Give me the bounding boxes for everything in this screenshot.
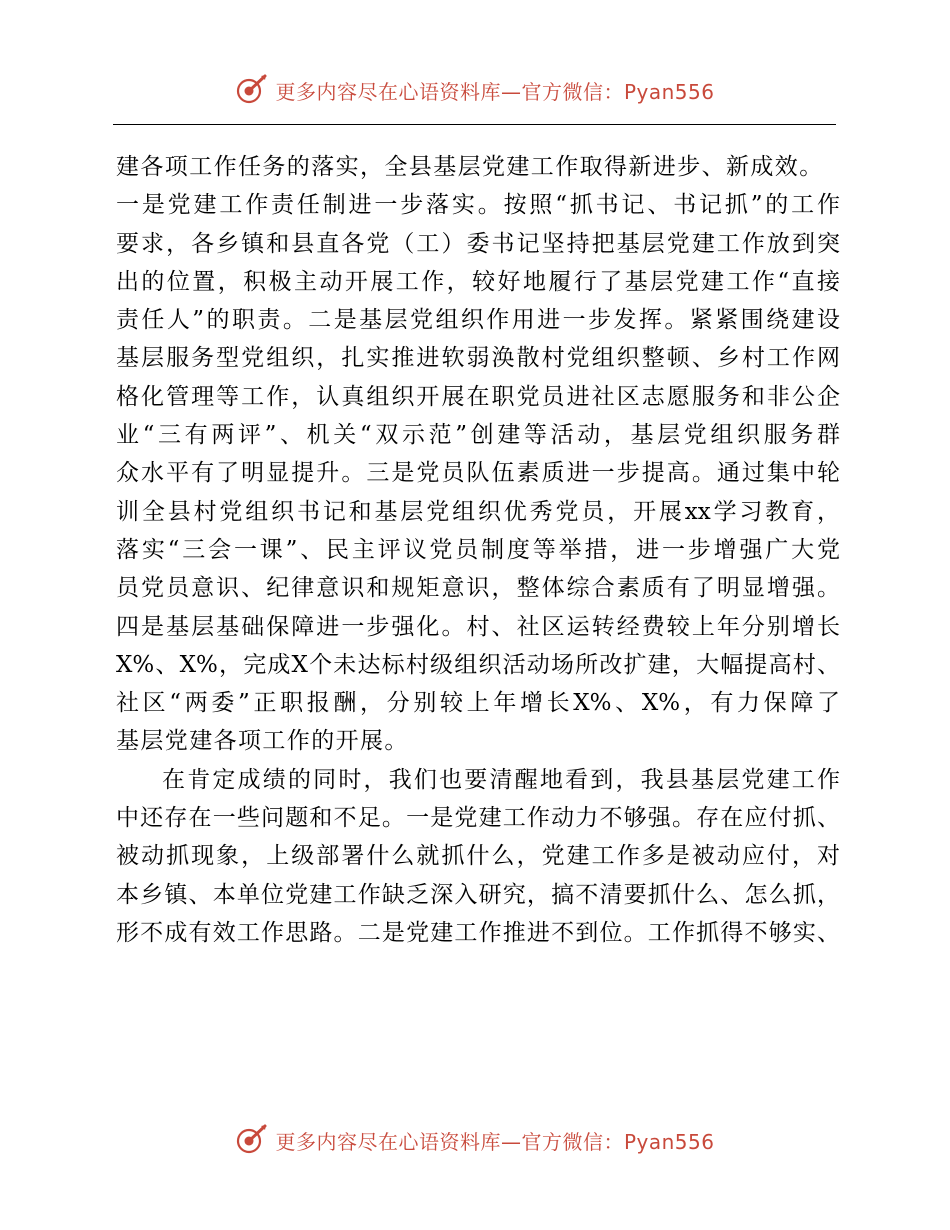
text-line: 员党员意识、纪律意识和规矩意识，整体综合素质有了明显增强。 — [116, 575, 840, 602]
footer-watermark — [0, 1120, 950, 1160]
text-line: 基层党建各项工作的开展。 — [116, 728, 409, 755]
text-line: 一是党建工作责任制进一步落实。按照“抓书记、书记抓”的工作 — [116, 192, 840, 219]
header-watermark — [0, 70, 950, 110]
header-divider — [113, 124, 836, 125]
watermark-text: 更多内容尽在心语资料库—官方微信：Pyan556 — [275, 79, 715, 104]
text-line: 四是基层基础保障进一步强化。村、社区运转经费较上年分别增长 — [116, 613, 840, 640]
text-line: 出的位置，积极主动开展工作，较好地履行了基层党建工作“直接 — [116, 268, 840, 295]
text-line: 中还存在一些问题和不足。一是党建工作动力不够强。存在应付抓、 — [116, 805, 840, 832]
text-line: 形不成有效工作思路。二是党建工作推进不到位。工作抓得不够实、 — [116, 919, 840, 946]
text-line: 本乡镇、本单位党建工作缺乏深入研究，搞不清要抓什么、怎么抓， — [116, 881, 840, 908]
text-line: 落实“三会一课”、民主评议党员制度等举措，进一步增强广大党 — [116, 536, 840, 563]
pen-logo-icon — [235, 1123, 269, 1157]
text-line: 基层服务型党组织，扎实推进软弱涣散村党组织整顿、乡村工作网 — [116, 345, 840, 372]
pen-logo-icon — [235, 73, 269, 107]
text-line: 格化管理等工作，认真组织开展在职党员进社区志愿服务和非公企 — [116, 383, 840, 410]
text-line: 要求，各乡镇和县直各党（工）委书记坚持把基层党建工作放到突 — [116, 230, 840, 257]
text-line: 众水平有了明显提升。三是党员队伍素质进一步提高。通过集中轮 — [116, 460, 840, 487]
document-body — [116, 148, 840, 952]
watermark-text: 更多内容尽在心语资料库—官方微信：Pyan556 — [275, 1129, 715, 1154]
text-line: 建各项工作任务的落实，全县基层党建工作取得新进步、新成效。 — [116, 154, 824, 180]
text-line: 训全县村党组织书记和基层党组织优秀党员，开展xx学习教育， — [116, 498, 840, 525]
text-line: 社区“两委”正职报酬，分别较上年增长X%、X%，有力保障了 — [116, 690, 840, 717]
text-line: 被动抓现象，上级部署什么就抓什么，党建工作多是被动应付，对 — [116, 843, 840, 870]
text-line: 在肯定成绩的同时，我们也要清醒地看到，我县基层党建工作 — [162, 766, 840, 793]
text-line: X%、X%，完成X个未达标村级组织活动场所改扩建，大幅提高村、 — [116, 651, 840, 678]
text-line: 业“三有两评”、机关“双示范”创建等活动，基层党组织服务群 — [116, 422, 840, 449]
text-line: 责任人”的职责。二是基层党组织作用进一步发挥。紧紧围绕建设 — [116, 307, 840, 334]
